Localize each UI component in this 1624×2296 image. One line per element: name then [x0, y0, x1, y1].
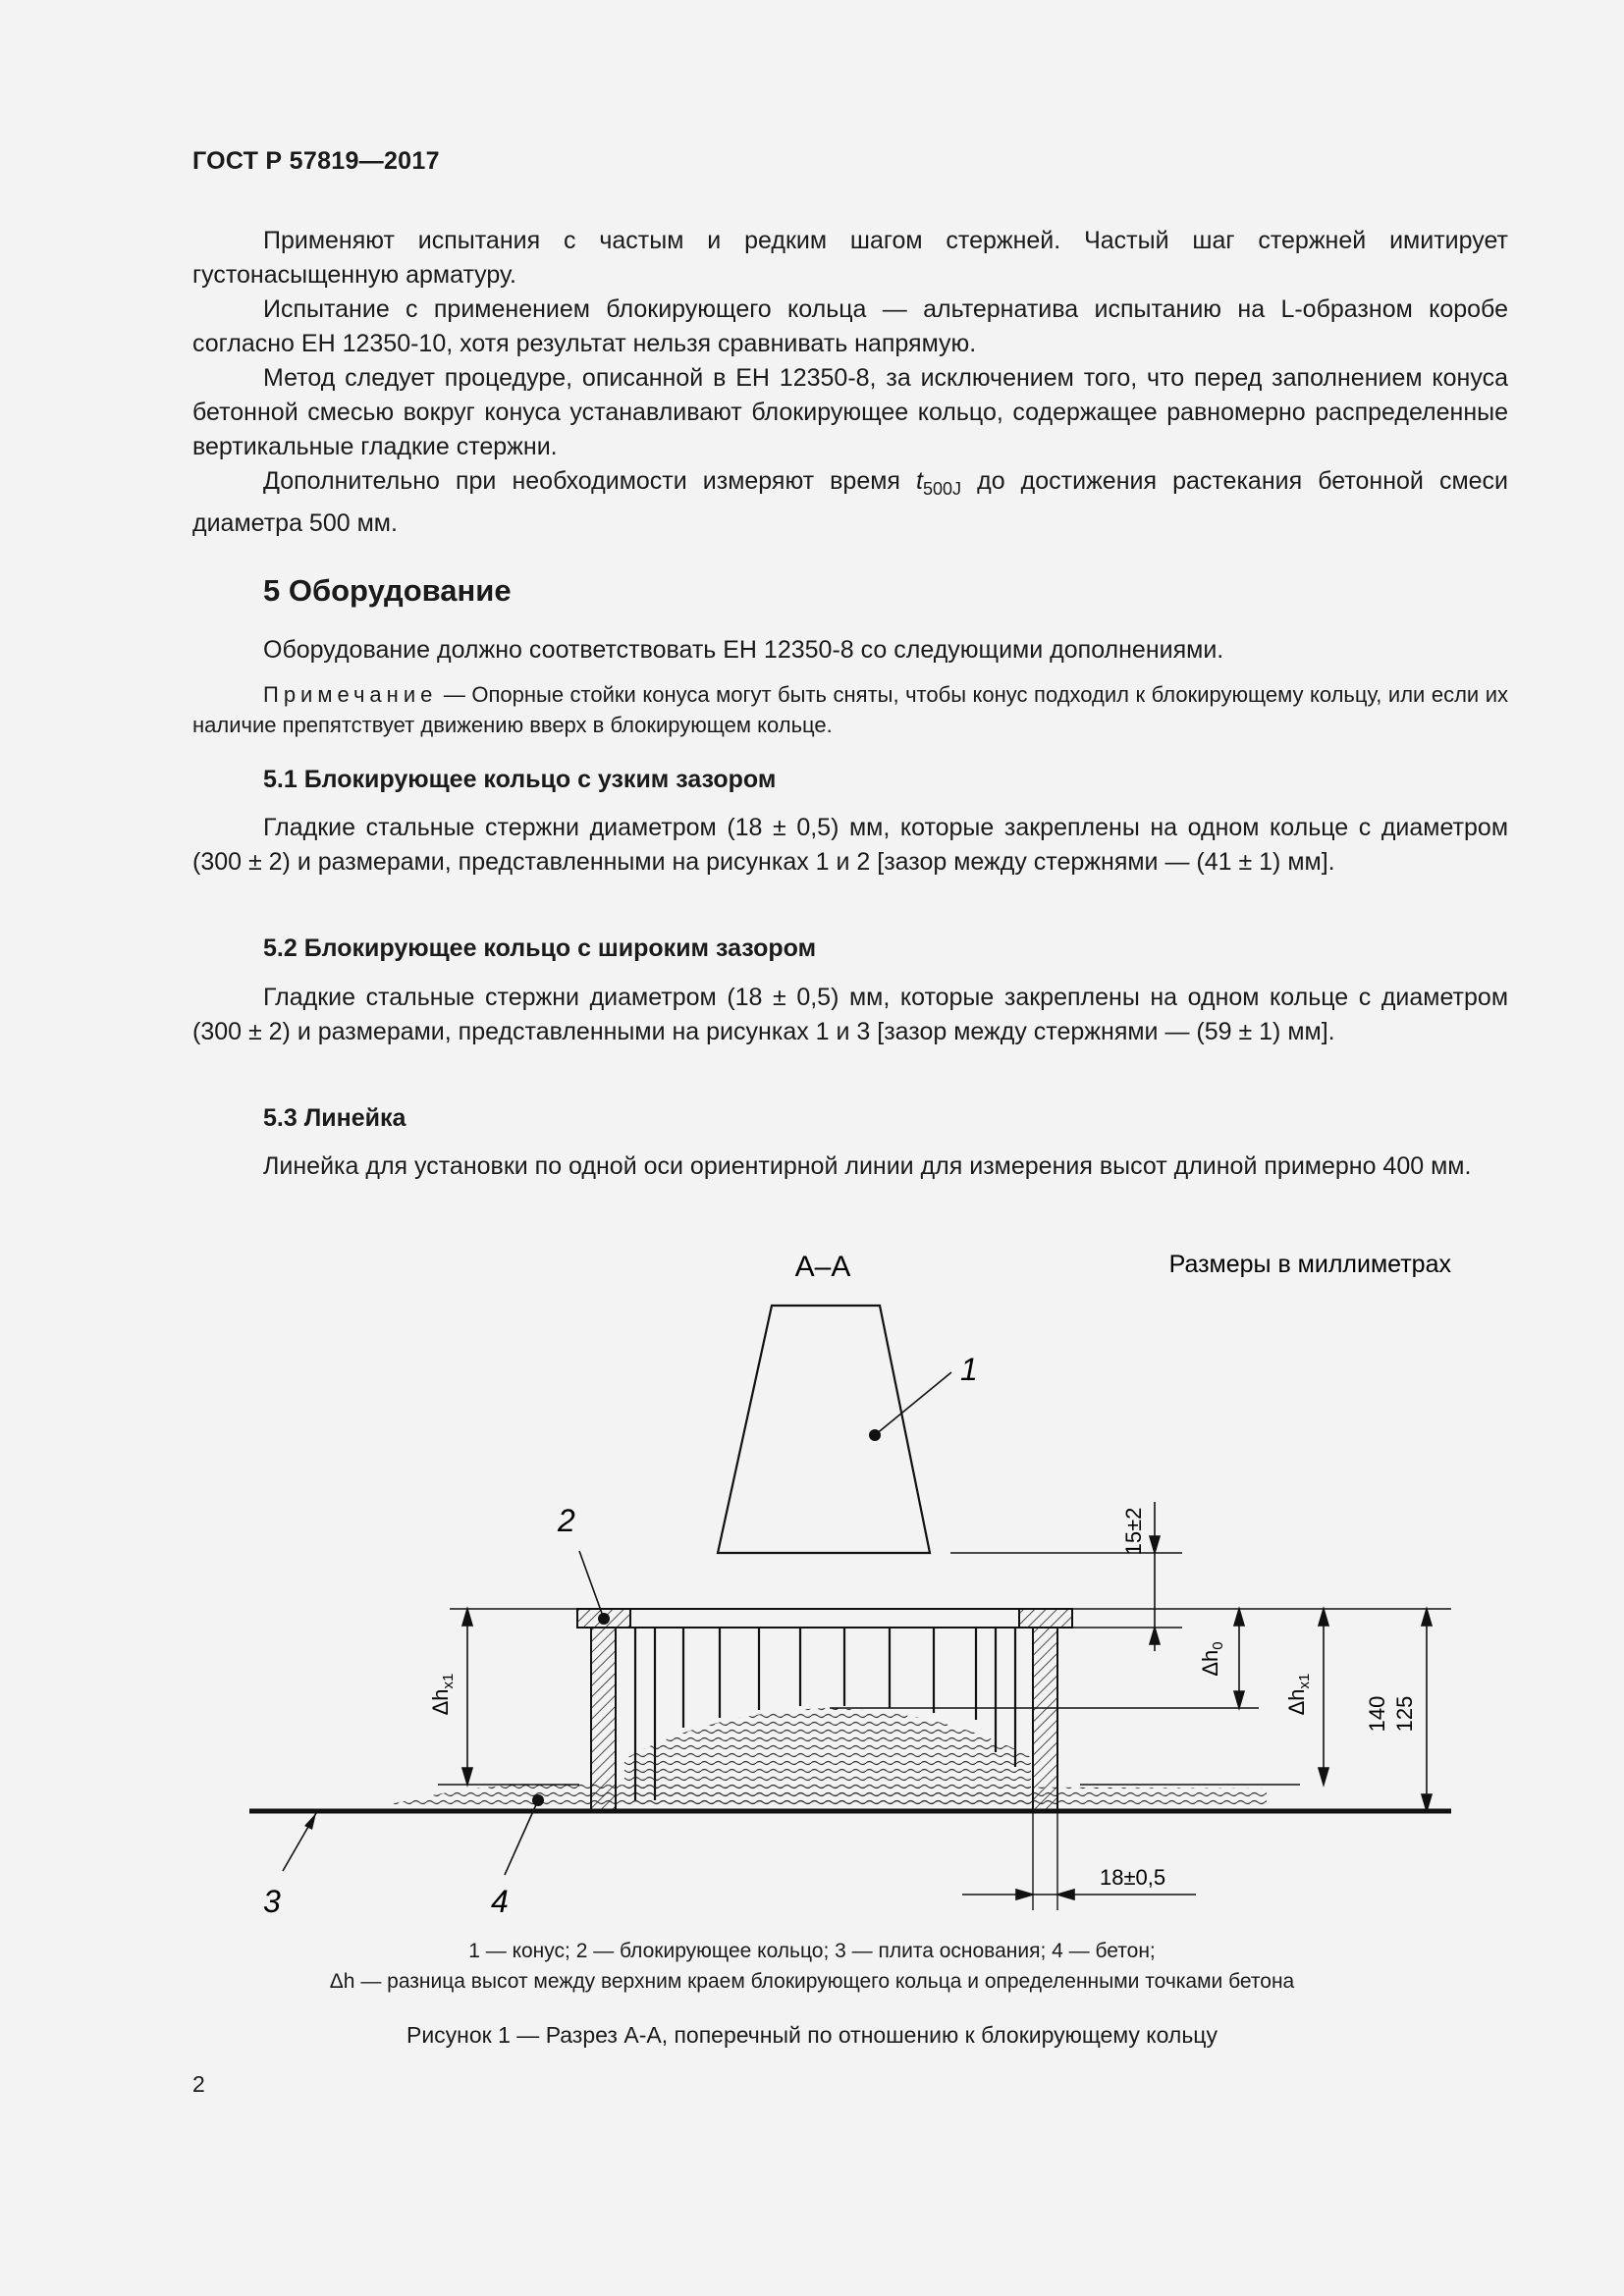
paragraph: Метод следует процедуре, описанной в ЕН 12350-8, за исключением того, что перед заполнением конуса бетонной смесью вокруг конуса устанавливают блокирующее кольцо, содержащее равномерно распределенные вертикальные гладкие стержни. — [192, 364, 1508, 460]
paragraph: Испытание с применением блокирующего кольца — альтернатива испытанию на L-образном коробе согласно ЕН 12350-10, хотя результат нельзя сравнивать напрямую. — [192, 295, 1508, 357]
subsection-text: Линейка для установки по одной оси ориентирной линии для измерения высот длиной примерно 400 мм. — [263, 1152, 1472, 1180]
subsection-title: 5.3 Линейка — [263, 1104, 406, 1132]
dim-label: 18±0,5 — [1100, 1865, 1166, 1890]
dim-label: $\Delta h_0$ — [1198, 1641, 1226, 1677]
figure-caption: Рисунок 1 — Разрез А-А, поперечный по отношению к блокирующему кольцу — [406, 2022, 1218, 2048]
leader-line — [875, 1372, 951, 1435]
ring-section-right — [1019, 1609, 1072, 1628]
document-header: ГОСТ Р 57819—2017 — [192, 147, 440, 175]
arrow-head — [304, 1813, 316, 1830]
subsection-text: Гладкие стальные стержни диаметром (18 ± 0,5) мм, которые закреплены на одном кольце с диаметром (300 ± 2) и размерами, представленными на рисунках 1 и 2 [зазор между стержнями — (41 ± 1) мм]. — [192, 814, 1508, 876]
concrete-inside-ring — [624, 1708, 1031, 1806]
note: Примечание — Опорные стойки конуса могут быть сняты, чтобы конус подходил к блокирующему кольцу, или если их наличие препятствует движению вверх в блокирующем кольце. — [192, 682, 1508, 737]
dim-label: 140 — [1365, 1695, 1389, 1733]
dim-140 — [1422, 1609, 1432, 1811]
section-label: А–А — [794, 1251, 851, 1283]
cone — [718, 1306, 930, 1553]
figure-legend: 1 — конус; 2 — блокирующее кольцо; 3 — плита основания; 4 — бетон; Δh — разница высот между верхним краем блокирующего кольца и определенными точками бетона — [329, 1940, 1295, 1993]
paragraph: Применяют испытания с частым и редким шагом стержней. Частый шаг стержней имитирует густонасыщенную арматуру. — [192, 227, 1508, 289]
units-note: Размеры в миллиметрах — [1168, 1251, 1451, 1278]
callout-label: 3 — [263, 1884, 281, 1919]
dim-label: $\Delta h_{x1}$ — [1284, 1673, 1313, 1716]
rod-section-right — [1033, 1628, 1057, 1810]
dim-15 — [1150, 1502, 1160, 1651]
dim-label: 125 — [1392, 1695, 1417, 1733]
intro-block — [192, 224, 1508, 541]
dim-dhx1-left — [462, 1609, 472, 1785]
note-label: Примечание — [263, 682, 438, 707]
callout-label: 1 — [960, 1352, 978, 1387]
section-title: 5 Оборудование — [263, 573, 512, 608]
rod-section-left — [591, 1628, 616, 1810]
subsection-title: 5.1 Блокирующее кольцо с узким зазором — [263, 766, 777, 793]
ring-plate — [630, 1609, 1019, 1628]
page-number: 2 — [192, 2071, 205, 2097]
dim-label: $\Delta h_{x1}$ — [428, 1673, 457, 1716]
dim-dhx1-right — [1319, 1609, 1328, 1785]
section-text: Оборудование должно соответствовать ЕН 12350-8 со следующими дополнениями. — [263, 636, 1224, 664]
figure-1-drawing — [0, 1227, 1624, 1934]
paragraph: Дополнительно при необходимости измеряют время $t_{500J}$ до достижения растекания бетонной смеси диаметра 500 мм. — [192, 467, 1508, 537]
dim-dh0 — [1234, 1609, 1244, 1708]
subsection-text: Гладкие стальные стержни диаметром (18 ± 0,5) мм, которые закреплены на одном кольце с диаметром (300 ± 2) и размерами, представленными на рисунках 1 и 3 [зазор между стержнями — (59 ± 1) мм]. — [192, 984, 1508, 1045]
subsection-title: 5.2 Блокирующее кольцо с широким зазором — [263, 934, 817, 962]
dim-label: 15±2 — [1121, 1507, 1146, 1556]
callout-label: 4 — [491, 1884, 509, 1919]
callout-label: 2 — [558, 1503, 575, 1538]
dim-18 — [962, 1890, 1196, 1899]
